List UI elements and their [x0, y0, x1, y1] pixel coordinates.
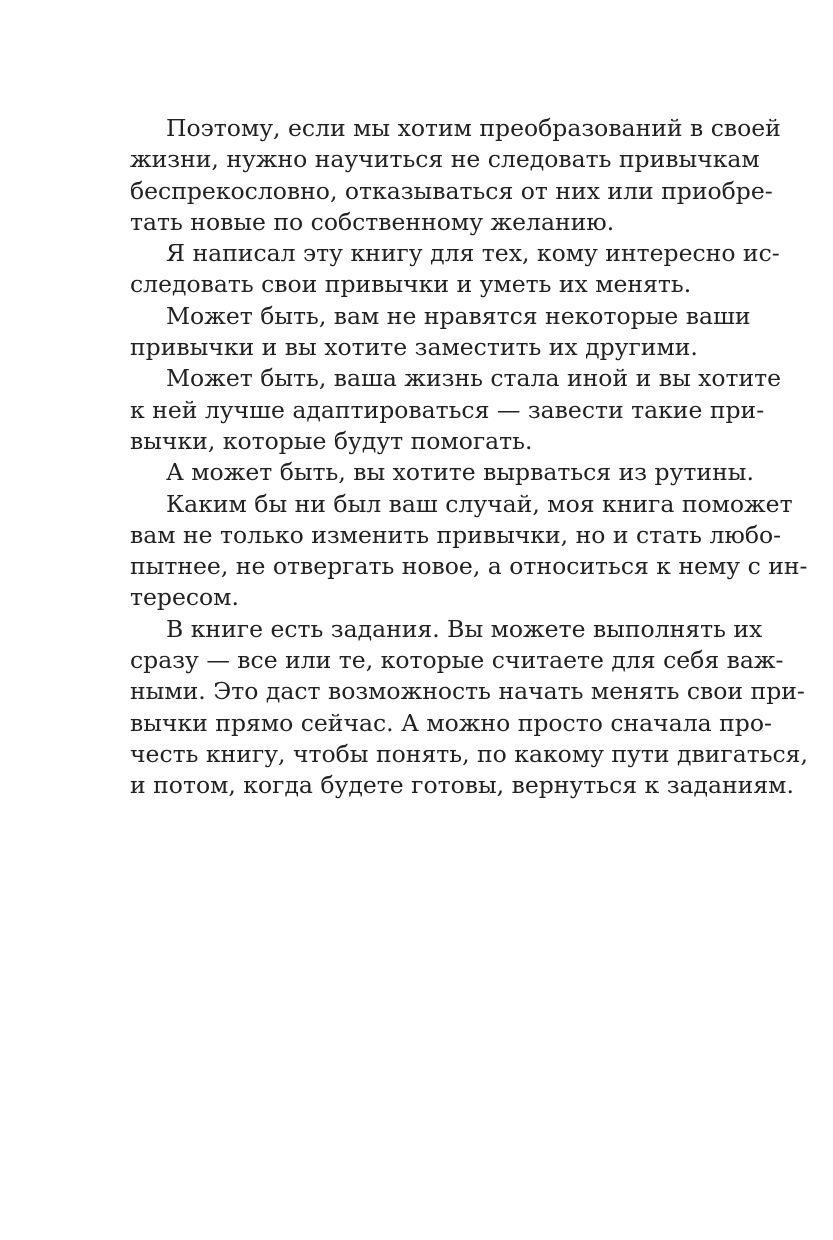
text-line: вычки, которые будут помогать. [130, 426, 533, 455]
text-line: сразу — все или те, которые считаете для себя важ- [130, 646, 784, 675]
text-line: тать новые по собственному желанию. [130, 207, 615, 236]
text-line: следовать свои привычки и уметь их менять. [130, 270, 692, 299]
text-line: Каким бы ни был ваш случай, моя книга поможет [166, 489, 793, 518]
text-line: пытнее, не отвергать новое, а относиться к нему с ин- [130, 552, 808, 581]
text-line: А может быть, вы хотите вырваться из рутины. [166, 458, 754, 487]
text-line: к ней лучше адаптироваться — завести такие при- [130, 395, 765, 424]
text-line: жизни, нужно научиться не следовать привычкам [130, 145, 760, 174]
text-line: В книге есть задания. Вы можете выполнять их [166, 614, 763, 643]
text-line: Может быть, вам не нравятся некоторые ваши [166, 301, 751, 330]
text-line: тересом. [130, 583, 239, 612]
text-line: Я написал эту книгу для тех, кому интересно ис- [166, 239, 780, 268]
text-line: вам не только изменить привычки, но и стать любо- [130, 520, 782, 549]
text-line: и потом, когда будете готовы, вернуться к заданиям. [130, 771, 794, 800]
text-line: привычки и вы хотите заместить их другими. [130, 333, 698, 362]
text-line: вычки прямо сейчас. А можно просто сначала про- [130, 708, 772, 737]
text-line: Может быть, ваша жизнь стала иной и вы хотите [166, 364, 782, 393]
text-line: ными. Это даст возможность начать менять свои при- [130, 677, 805, 706]
text-line: беспрекословно, отказываться от них или приобре- [130, 176, 773, 205]
text-line: честь книгу, чтобы понять, по какому пути двигаться, [130, 739, 808, 768]
text-line: Поэтому, если мы хотим преобразований в своей [166, 114, 781, 142]
body-text [130, 113, 808, 802]
